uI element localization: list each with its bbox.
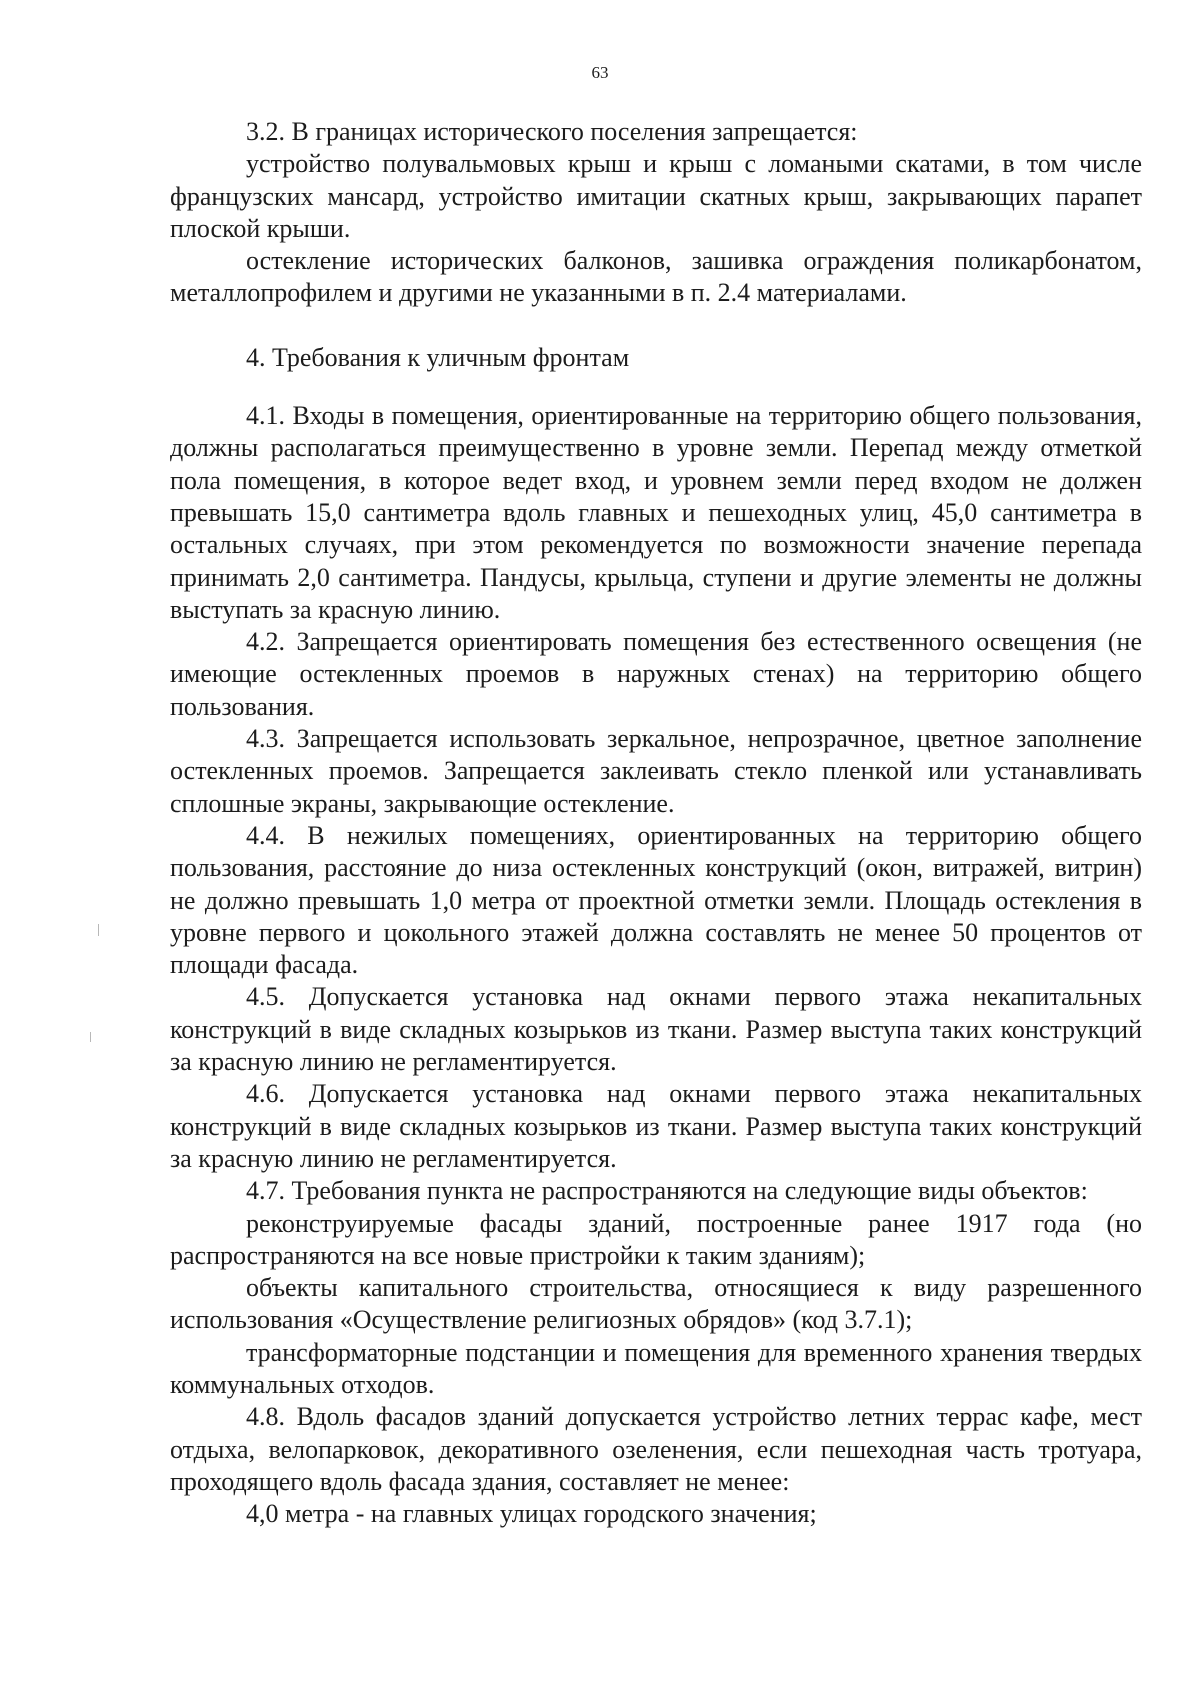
paragraph-4-3: 4.3. Запрещается использовать зеркальное, непрозрачное, цветное заполнение остекленных проемов. Запрещается заклеивать стекло пленкой или устанавливать сплошные экраны, закрывающие остекление.	[170, 724, 1142, 818]
paragraph-4-5: 4.5. Допускается установка над окнами первого этажа некапитальных конструкций в виде складных козырьков из ткани. Размер выступа таких конструкций за красную линию не регламентируется.	[170, 982, 1142, 1077]
section-3-2-item-roofs: устройство полувальмовых крыш и крыш с ломаными скатами, в том числе французских мансард, устройство имитации скатных крыш, закрывающих парапет плоской крыши.	[170, 149, 1142, 243]
paragraph-4-7: 4.7. Требования пункта не распространяются на следующие виды объектов:	[246, 1176, 1088, 1206]
paragraph-4-7-item-substations: трансформаторные подстанции и помещения для временного хранения твердых коммунальных отходов.	[170, 1337, 1142, 1399]
scan-artifact-mark	[90, 1032, 91, 1042]
paragraph-4-4: 4.4. В нежилых помещениях, ориентированных на территорию общего пользования, расстояние до низа остекленных конструкций (окон, витражей, витрин) не должно превышать 1,0 метра от проектной отметки земли. Площадь остекления в уровне первого и цокольного этажей должна составлять не менее 50 процентов от площади фасада.	[170, 820, 1142, 980]
paragraph-4-7-item-religious: объекты капитального строительства, относящиеся к виду разрешенного использования «Осуществление религиозных обрядов» (код 3.7.1);	[170, 1273, 1142, 1335]
paragraph-4-8: 4.8. Вдоль фасадов зданий допускается устройство летних террас кафе, мест отдыха, велопарковок, декоративного озеленения, если пешеходная часть тротуара, проходящего вдоль фасада здания, составляет не менее:	[170, 1402, 1142, 1496]
paragraph-4-6: 4.6. Допускается установка над окнами первого этажа некапитальных конструкций в виде складных козырьков из ткани. Размер выступа таких конструкций за красную линию не регламентируется.	[170, 1079, 1142, 1173]
paragraph-4-8-item-main-streets: 4,0 метра - на главных улицах городского значения;	[246, 1499, 817, 1529]
paragraph-4-1: 4.1. Входы в помещения, ориентированные на территорию общего пользования, должны располагаться преимущественно в уровне земли. Перепад между отметкой пола помещения, в которое ведет вход, и уровнем земли перед входом не должен превышать 15,0 сантиметра вдоль главных и пешеходных улиц, 45,0 сантиметра в остальных случаях, при этом рекомендуется по возможности значение перепада принимать 2,0 сантиметра. Пандусы, крыльца, ступени и другие элементы не должны выступать за красную линию.	[170, 401, 1142, 624]
document-body	[170, 116, 1142, 1530]
page-number: 63	[591, 63, 609, 82]
paragraph-4-2: 4.2. Запрещается ориентировать помещения без естественного освещения (не имеющие остекленных проемов в наружных стенах) на территорию общего пользования.	[170, 627, 1142, 721]
spacer	[170, 310, 1142, 342]
scan-artifact-mark	[98, 924, 99, 936]
spacer	[170, 374, 1142, 400]
paragraph-4-7-item-facades: реконструируемые фасады зданий, построенные ранее 1917 года (но распространяются на все новые пристройки к таким зданиям);	[170, 1208, 1142, 1270]
section-3-2-item-balconies: остекление исторических балконов, зашивка ограждения поликарбонатом, металлопрофилем и другими не указанными в п. 2.4 материалами.	[170, 246, 1142, 308]
section-4-heading: 4. Требования к уличным фронтам	[246, 342, 630, 372]
section-3-2-title: 3.2. В границах исторического поселения запрещается:	[246, 117, 858, 146]
